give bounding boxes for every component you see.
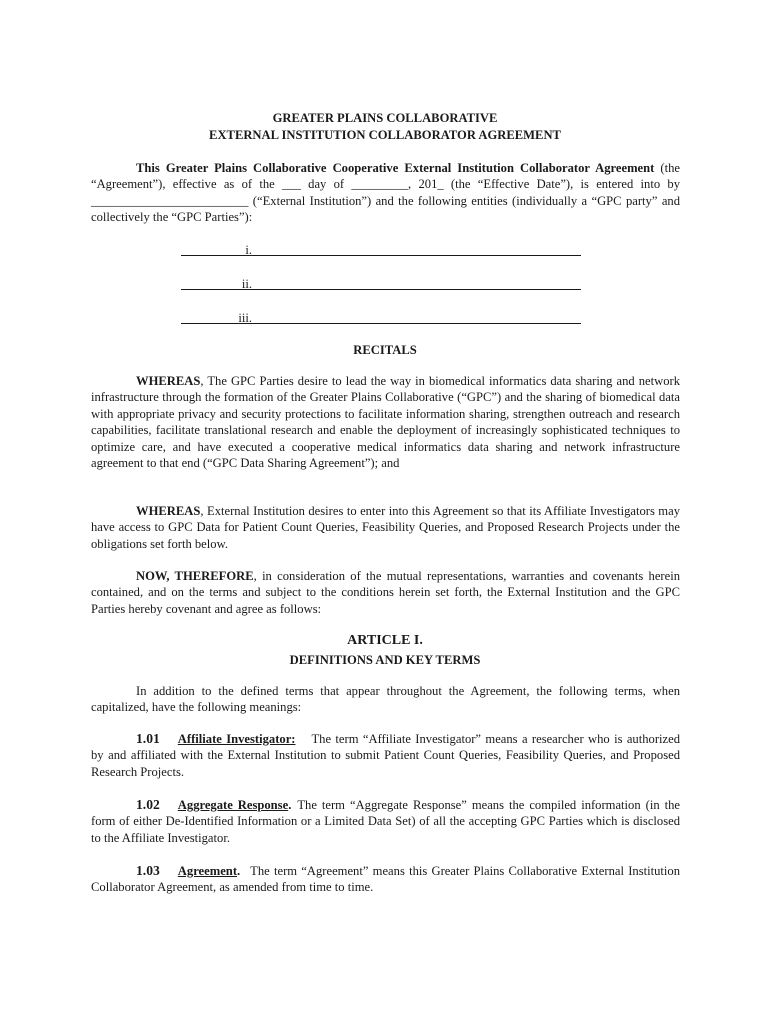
definition-term: Aggregate Response	[177, 798, 289, 812]
definition-1-02: 1.02 Aggregate Response. The term “Aggregate Response” means the compiled information (in the form of either De-Identified Information or a Limited Data Set) of all the accepting GPC Parties which is disclosed to the Affiliate Investigator.	[91, 797, 680, 845]
recital-1-bold-lead: WHEREAS	[136, 374, 201, 388]
article-heading: ARTICLE I.	[347, 633, 423, 648]
recital-3-text: , in consideration of the mutual representations, warranties and covenants herein contained, and on the terms and subject to the conditions herein set forth, the External Institution and the GPC Parties hereby covenant and agree as follows:	[91, 569, 680, 616]
recital-2-bold-lead: WHEREAS	[136, 504, 201, 518]
party-item-blank-line	[181, 255, 581, 256]
definition-text: The term “Agreement” means this Greater Plains Collaborative External Institution Collaborator Agreement, as amended from time to time.	[91, 864, 680, 895]
intro-paragraph	[91, 160, 680, 226]
definition-term: Affiliate Investigator:	[177, 732, 296, 746]
definition-1-01	[91, 731, 680, 780]
intro-text: (the “Agreement”), effective as of the ___ day of _________, 201_ (the “Effective Date”), is entered into by _________________________ (“External Institution”) and the following entities (individually a “GPC party” and collectively the “GPC Parties”):	[91, 161, 680, 225]
recital-paragraph-3	[91, 568, 680, 617]
definition-number: 1.01	[136, 731, 160, 746]
party-item-1	[91, 242, 680, 260]
party-item-number: ii.	[241, 277, 252, 291]
recital-3-bold-lead: NOW, THEREFORE	[136, 569, 254, 583]
party-item-blank-line	[181, 323, 581, 324]
recital-1-text: , The GPC Parties desire to lead the way in biomedical informatics data sharing and network infrastructure through the formation of the Greater Plains Collaborative (“GPC”) and the sharing of biomedical data with appropriate privacy and security protections to facilitate information sharing, strengthen outreach and research capabilities, facilitate translational research and enable the deployment of increasingly sophisticated techniques to optimize care, and have executed a cooperative medical informatics data sharing and network infrastructure agreement to that end (“GPC Data Sharing Agreement”); and	[91, 374, 680, 471]
definition-1-03: 1.03 Agreement. The term “Agreement” means this Greater Plains Collaborative External Institution Collaborator Agreement, as amended from time to time.	[91, 863, 680, 895]
party-item-3	[91, 310, 680, 328]
recital-paragraph-1	[91, 373, 680, 471]
definition-number: 1.02	[136, 797, 160, 812]
definition-term: Agreement	[177, 864, 238, 878]
intro-bold-lead: This Greater Plains Collaborative Cooperative External Institution Collaborator Agreement	[136, 161, 655, 175]
definition-text: The term “Aggregate Response” means the compiled information (in the form of either De-Identified Information or a Limited Data Set) of all the accepting GPC Parties which is disclosed to the Affiliate Investigator.	[91, 798, 680, 845]
definition-number: 1.03	[136, 863, 160, 878]
party-item-number: iii.	[238, 311, 252, 325]
definitions-intro: In addition to the defined terms that appear throughout the Agreement, the following terms, when capitalized, have the following meanings:	[91, 684, 680, 715]
party-item-number: i.	[245, 243, 252, 257]
party-item-blank-line	[181, 289, 581, 290]
article-subheading: DEFINITIONS AND KEY TERMS	[289, 653, 481, 667]
recital-paragraph-2	[91, 503, 680, 552]
definition-text: The term “Affiliate Investigator” means a researcher who is authorized by and affiliated with the External Institution to submit Patient Count Queries, Feasibility Queries, and Proposed Research Projects.	[91, 732, 680, 779]
document-title-line1: GREATER PLAINS COLLABORATIVE	[272, 111, 498, 125]
recitals-heading: RECITALS	[353, 343, 417, 357]
party-item-2	[91, 276, 680, 294]
document-title-line2: EXTERNAL INSTITUTION COLLABORATOR AGREEMENT	[209, 128, 561, 142]
recital-2-text: , External Institution desires to enter into this Agreement so that its Affiliate Investigators may have access to GPC Data for Patient Count Queries, Feasibility Queries, and Proposed Research Projects under the obligations set forth below.	[91, 504, 680, 551]
